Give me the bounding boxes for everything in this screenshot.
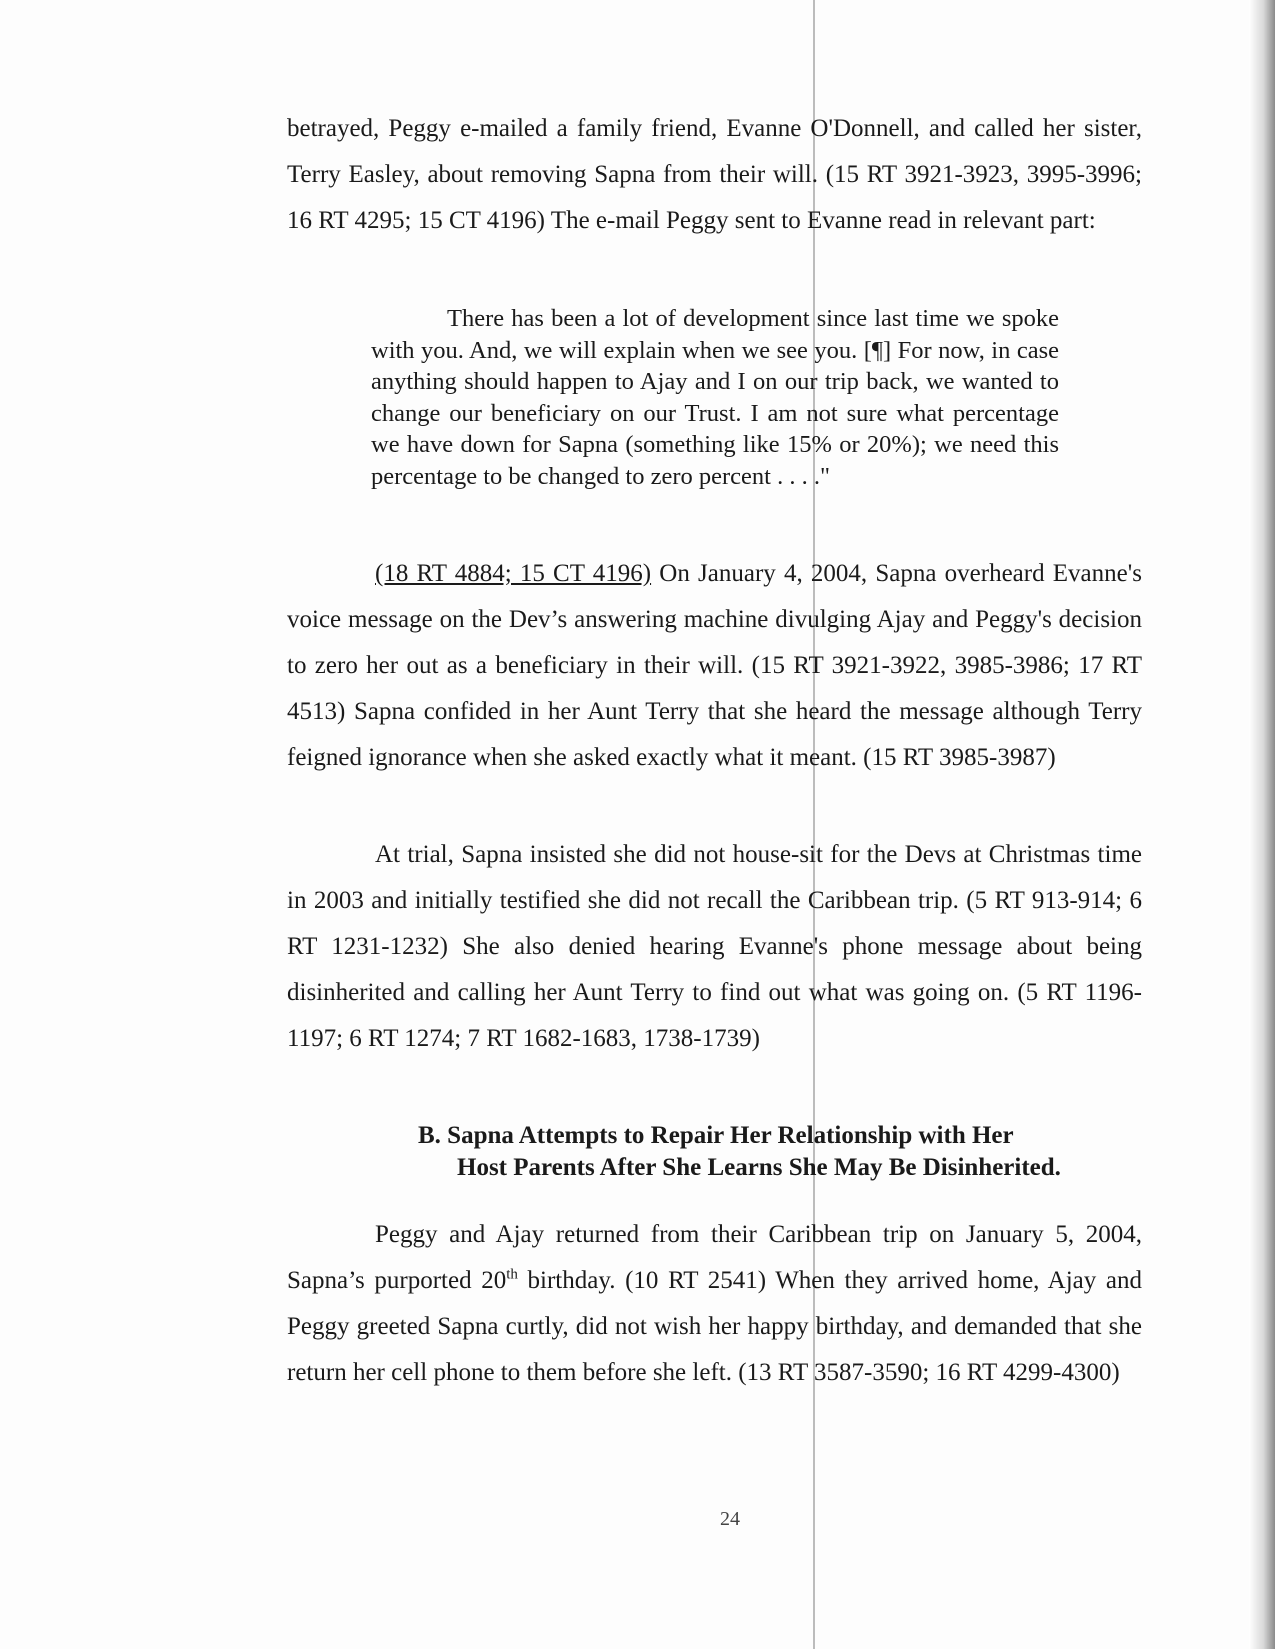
paragraph-rest: On January 4, 2004, Sapna overheard Evanne's voice message on the Dev’s answering machine divulging Ajay and Peggy's decision to zero her out as a beneficiary in their will. (15 RT 3921-3922, 3985-3986; 17 RT 4513) Sapna confided in her Aunt Terry that she heard the message although Terry feigned ignorance when she asked exactly what it meant. (15 RT 3985-3987) <box>287 560 1142 771</box>
section-heading-b <box>418 1120 1144 1184</box>
scan-edge-shadow <box>1249 0 1275 1649</box>
heading-line-1: B. Sapna Attempts to Repair Her Relationship with Her <box>418 1122 1014 1149</box>
heading-line-2: Host Parents After She Learns She May Be Disinherited. <box>457 1154 1061 1181</box>
paragraph-part-a: Peggy and Ajay returned from their Caribbean trip on January 5, 2004, Sapna’s purported 20 <box>287 1221 1142 1294</box>
paragraph-returned <box>287 1212 1142 1396</box>
paragraph-at-trial <box>287 832 1142 1062</box>
citation-underlined: (18 RT 4884; 15 CT 4196) <box>375 560 652 587</box>
superscript-th: th <box>506 1266 518 1283</box>
paragraph-part-b: birthday. (10 RT 2541) When they arrived home, Ajay and Peggy greeted Sapna curtly, did not wish her happy birthday, and demanded that she return her cell phone to them before she left. (13 RT 3587-3590; 16 RT 4299-4300) <box>287 1267 1142 1386</box>
paragraph-text: At trial, Sapna insisted she did not house-sit for the Devs at Christmas time in 2003 and initially testified she did not recall the Caribbean trip. (5 RT 913-914; 6 RT 1231-1232) She also denied hearing Evanne's phone message about being disinherited and calling her Aunt Terry to find out what was going on. (5 RT 1196-1197; 6 RT 1274; 7 RT 1682-1683, 1738-1739) <box>287 841 1142 1052</box>
block-quote-email <box>371 303 1059 493</box>
paragraph-text <box>287 551 1142 781</box>
page-number: 24 <box>720 1508 740 1530</box>
paragraph-text: betrayed, Peggy e-mailed a family friend, Evanne O'Donnell, and called her sister, Terry Easley, about removing Sapna from their will. (15 RT 3921-3923, 3995-3996; 16 RT 4295; 15 CT 4196) The e-mail Peggy sent to Evanne read in relevant part: <box>287 115 1142 234</box>
paragraph-text <box>287 1212 1142 1396</box>
scan-fold-line <box>813 0 815 1649</box>
paragraph-betrayed <box>287 106 1142 244</box>
paragraph-overheard <box>287 551 1142 781</box>
block-quote-text: There has been a lot of development since last time we spoke with you. And, we will explain when we see you. [¶] For now, in case anything should happen to Ajay and I on our trip back, we wanted to change our beneficiary on our Trust. I am not sure what percentage we have down for Sapna (something like 15% or 20%); we need this percentage to be changed to zero percent . . . ." <box>371 305 1059 490</box>
